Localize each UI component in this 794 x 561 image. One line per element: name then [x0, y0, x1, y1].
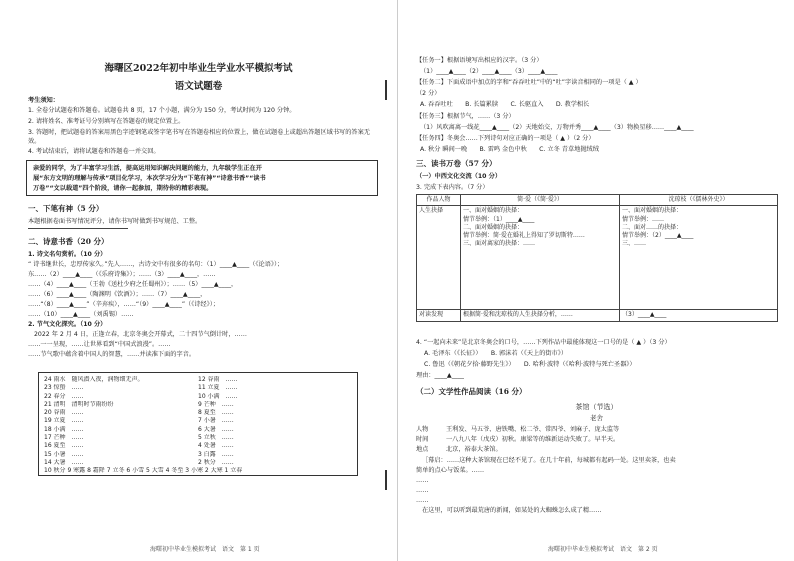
task-line: 【任务三】根据节气，……（3 分）	[416, 113, 515, 120]
q4-option: A. 毛泽东（《长征》） B. 郭沫若（《天上的街市》）	[424, 350, 568, 357]
q4-text: 4. “一起向未来”是北京冬奥会的口号，……下列作品中最能体现这一口号的是（ ▲ ）（3 分）	[416, 339, 671, 346]
notice-2: 2. 请将姓名、准考证号分别填写在答题卷的规定位置上。	[28, 118, 185, 125]
table-row	[417, 310, 778, 321]
intro-line: 亲爱的同学，为了丰富学习生活，提高运用知识解决问题的能力，九年级学生正在开	[33, 165, 262, 172]
poem-line: “ 诗书继世长，忠厚传家久。”先人……，古诗文中有很多的名句：（1）____▲____（《论语》）；	[28, 261, 284, 268]
binding-mark	[385, 470, 387, 490]
binding-mark	[385, 80, 387, 100]
q2-heading: 2. 节气文化探究。（10 分）	[28, 321, 107, 328]
notice-head: 考生须知：	[28, 97, 59, 104]
section-b-heading: （二）文学性作品阅读（16 分）	[416, 387, 527, 396]
term-cell: 9 芒种 ……	[198, 400, 234, 408]
term-cell: 15 小暑 ……	[44, 450, 84, 458]
term-cell: 20 谷雨 ……	[44, 409, 84, 417]
page-footer-right: 海曙初中毕业生模拟考试 语文 第 2 页	[548, 546, 658, 553]
notice-4: 4. 考试结束后，请将试题卷和答题卷一并交回。	[28, 148, 160, 155]
table-row	[417, 206, 778, 310]
table-header: 沈琼枝（《儒林外史》）	[620, 195, 778, 206]
story-line: ……	[416, 477, 429, 484]
term-cell: 11 立夏 ……	[198, 384, 238, 392]
table-cell: 对读发现	[417, 310, 461, 321]
term-cell: 23 惊蛰 ……	[44, 384, 84, 392]
story-line: ……	[416, 497, 429, 504]
story-author: 老舍	[590, 414, 603, 422]
poem-line: ……（6）____▲____（陶渊明《饮酒》）；……（7）____▲____，	[28, 291, 207, 298]
term-cell: 19 立夏 ……	[44, 417, 84, 425]
term-cell: 24 雨水 随风潜入夜，润物细无声。	[44, 376, 144, 383]
poem-line: 东……（2）____▲____（《乐府诗集》）；……（3）____▲____，……	[28, 271, 216, 278]
term-cell: 5 立秋 ……	[198, 434, 234, 442]
role-label: 人物	[416, 426, 429, 433]
term-cell: 7 小暑 ……	[198, 417, 234, 425]
task-line: （2 分）	[416, 90, 441, 97]
term-cell: 6 大暑 ……	[198, 425, 234, 433]
task-line: 【任务四】冬奥会……下列诗句对应正确的一项是（ ▲ ）（2 分）	[416, 135, 595, 142]
intro-line: 展“东方文明的理解与传承”项目化学习，本次学习分为“下笔有神”“诗意书香”“读书	[33, 175, 266, 182]
intro-line: 万卷”“文以载道”四个阶段，请你一起参加，期待你的精彩表现。	[33, 185, 213, 192]
section1-text: 本题根据卷面书写情况评分，请你书写时做到书写规范、工整。	[28, 218, 202, 225]
festival-line: ……节气歌中蕴含着中国人的智慧，……并读准下面的字音。	[28, 351, 196, 358]
table-header: 简·爱（《简·爱》）	[461, 195, 620, 206]
task-line: A. 秋分 瞬间一晚 B. 雷鸣 金色中秋 C. 立冬 青草地抛绒绒	[420, 146, 599, 153]
table-cell: 一、面对婚姻的抉择： 情节举例：（1）____▲____ 二、面对婚姻的抉择： 情节举例：简·爱在婚礼上得知了罗切斯特…… 三、面对离家的抉择：……	[461, 206, 620, 310]
term-cell: 4 处暑 ……	[198, 442, 234, 450]
page-footer-left: 海曙初中毕业生模拟考试 语文 第 1 页	[150, 546, 260, 553]
q1-heading: 1. 诗文名句赏析。（10 分）	[28, 251, 107, 258]
poem-line: ……“（8）____▲____”（辛弃疾），……“（9）____▲____”（《诗经》）；	[28, 301, 220, 308]
term-cell: 8 夏至 ……	[198, 409, 234, 417]
term-cell: 22 春分 ……	[44, 392, 84, 400]
term-cell: 2 秋分 ……	[198, 458, 234, 466]
term-cell: 10 秋分 9 寒露 8 霜降 7 立冬 6 小雪 5 大雪 4 冬至 3 小寒 2 大寒 1 立春	[44, 467, 243, 475]
exam-subtitle: 语文试题卷	[174, 81, 223, 92]
q3-text: 3. 完成下表内容。（7 分）	[416, 184, 489, 191]
poem-line: ……（4）____▲____（王勃《送杜少府之任蜀州》）；……（5）____▲____，	[28, 281, 238, 288]
story-line: 简单的点心与饭菜。……	[416, 467, 485, 474]
divider	[28, 228, 128, 229]
role-label: 时间	[416, 436, 429, 443]
role-label: 地点	[416, 446, 429, 453]
poem-line: ……（10）____▲____（刘禹锡）……	[28, 311, 134, 318]
term-cell: 3 白露 ……	[198, 450, 234, 458]
festival-line: ……一一呈现，……让世界看到“中国式浪漫”。……	[28, 341, 171, 348]
table-cell: 根据简·爱和沈琼枝的人生抉择分析，……	[461, 310, 620, 321]
table-cell: （3）____▲____	[620, 310, 778, 321]
term-cell: 16 夏至 ……	[44, 442, 84, 450]
intro-box	[26, 160, 378, 196]
term-cell: 12 谷雨 ……	[198, 376, 238, 383]
notice-1: 1. 全卷分试题卷和答题卷。试题卷共 8 页，17 个小题，满分为 150 分，考试时间为 120 分钟。	[28, 107, 296, 114]
term-cell: 18 小满 ……	[44, 425, 84, 433]
role-value: 王利发、马五爷、唐铁嘴、松二爷、常四爷、刘麻子、庞太监等	[446, 426, 620, 433]
task-line: A. 吞吞吐吐 B. 长篇累牍 C. 长驱直入 D. 教学相长	[420, 101, 590, 108]
story-line: ［幕启：……这种大茶馆现在已经不见了。在几十年前，每城都有起码一处。这里卖茶，也卖	[422, 457, 676, 464]
section3-heading: 三、读书万卷（57 分）	[416, 159, 497, 168]
section1-heading: 一、下笔有神（5 分）	[28, 204, 104, 213]
task-line: 【任务一】根据语境写出相应的汉字。（3 分）	[416, 57, 543, 64]
notice-3: 3. 答题时，把试题卷的答案用黑色字迹钢笔或签字笔书写在答题卷相应的位置上，做在试题卷上或超出答题区域书写的答案无效。	[28, 129, 370, 145]
solar-terms-grid	[44, 376, 352, 476]
table-header-row	[417, 195, 778, 206]
festival-line: 2022 年 2 月 4 日，正逢立春，北京冬奥会开幕式，二十四节气倒计时，……	[34, 331, 247, 338]
story-line: 在这里，可以听到最荒唐的新闻，如某处的大蜘蛛怎么成了精……	[422, 507, 602, 514]
term-cell: 17 芒种 ……	[44, 434, 84, 442]
term-cell: 21 清明 清明时节雨纷纷	[44, 400, 114, 408]
term-cell: 10 小满 ……	[198, 392, 238, 400]
page-right	[397, 0, 794, 561]
role-value: 北京，裕泰大茶馆。	[446, 446, 502, 453]
characters-table	[416, 194, 778, 322]
task-line: 【任务二】下面成语中加点的字和“吞吞吐吐”中的“吐”字读音相同的一项是（ ▲ ）	[416, 79, 642, 86]
solar-terms-box	[38, 372, 358, 476]
section3-sub: （一）中西文化交流（10 分）	[416, 173, 502, 180]
table-cell: 人生抉择	[417, 206, 461, 310]
q4-option: C. 鲁迅（《朝花夕拾·藤野先生》） D. 哈利·波特（《哈利·波特与死亡圣器》）	[424, 361, 636, 368]
task-line: （1）____▲____（2）____▲____（3）____▲____	[420, 68, 558, 75]
section2-heading: 二、诗意书香（20 分）	[28, 237, 109, 246]
term-cell: 14 大暑 ……	[44, 458, 84, 466]
q4-reason: 理由：____▲____	[416, 372, 465, 379]
role-value: 一八九八年（戊戌）初秋。康梁等的维新运动失败了。早半天。	[446, 436, 620, 443]
task-line: （1）风吹离离一线花____▲____（2）天地始交，万物并秀____▲____（3）物换星移……____▲____	[420, 124, 694, 131]
story-line: ……	[416, 487, 429, 494]
story-title: 茶馆（节选）	[575, 403, 618, 411]
table-header: 作品人物	[417, 195, 461, 206]
exam-title: 海曙区2022年初中毕业生学业水平模拟考试	[104, 63, 293, 74]
table-cell: 一、面对婚姻的抉择： 情节举例：…… 二、面对……的抉择： 情节举例：（2）____▲____ 三、……	[620, 206, 778, 310]
